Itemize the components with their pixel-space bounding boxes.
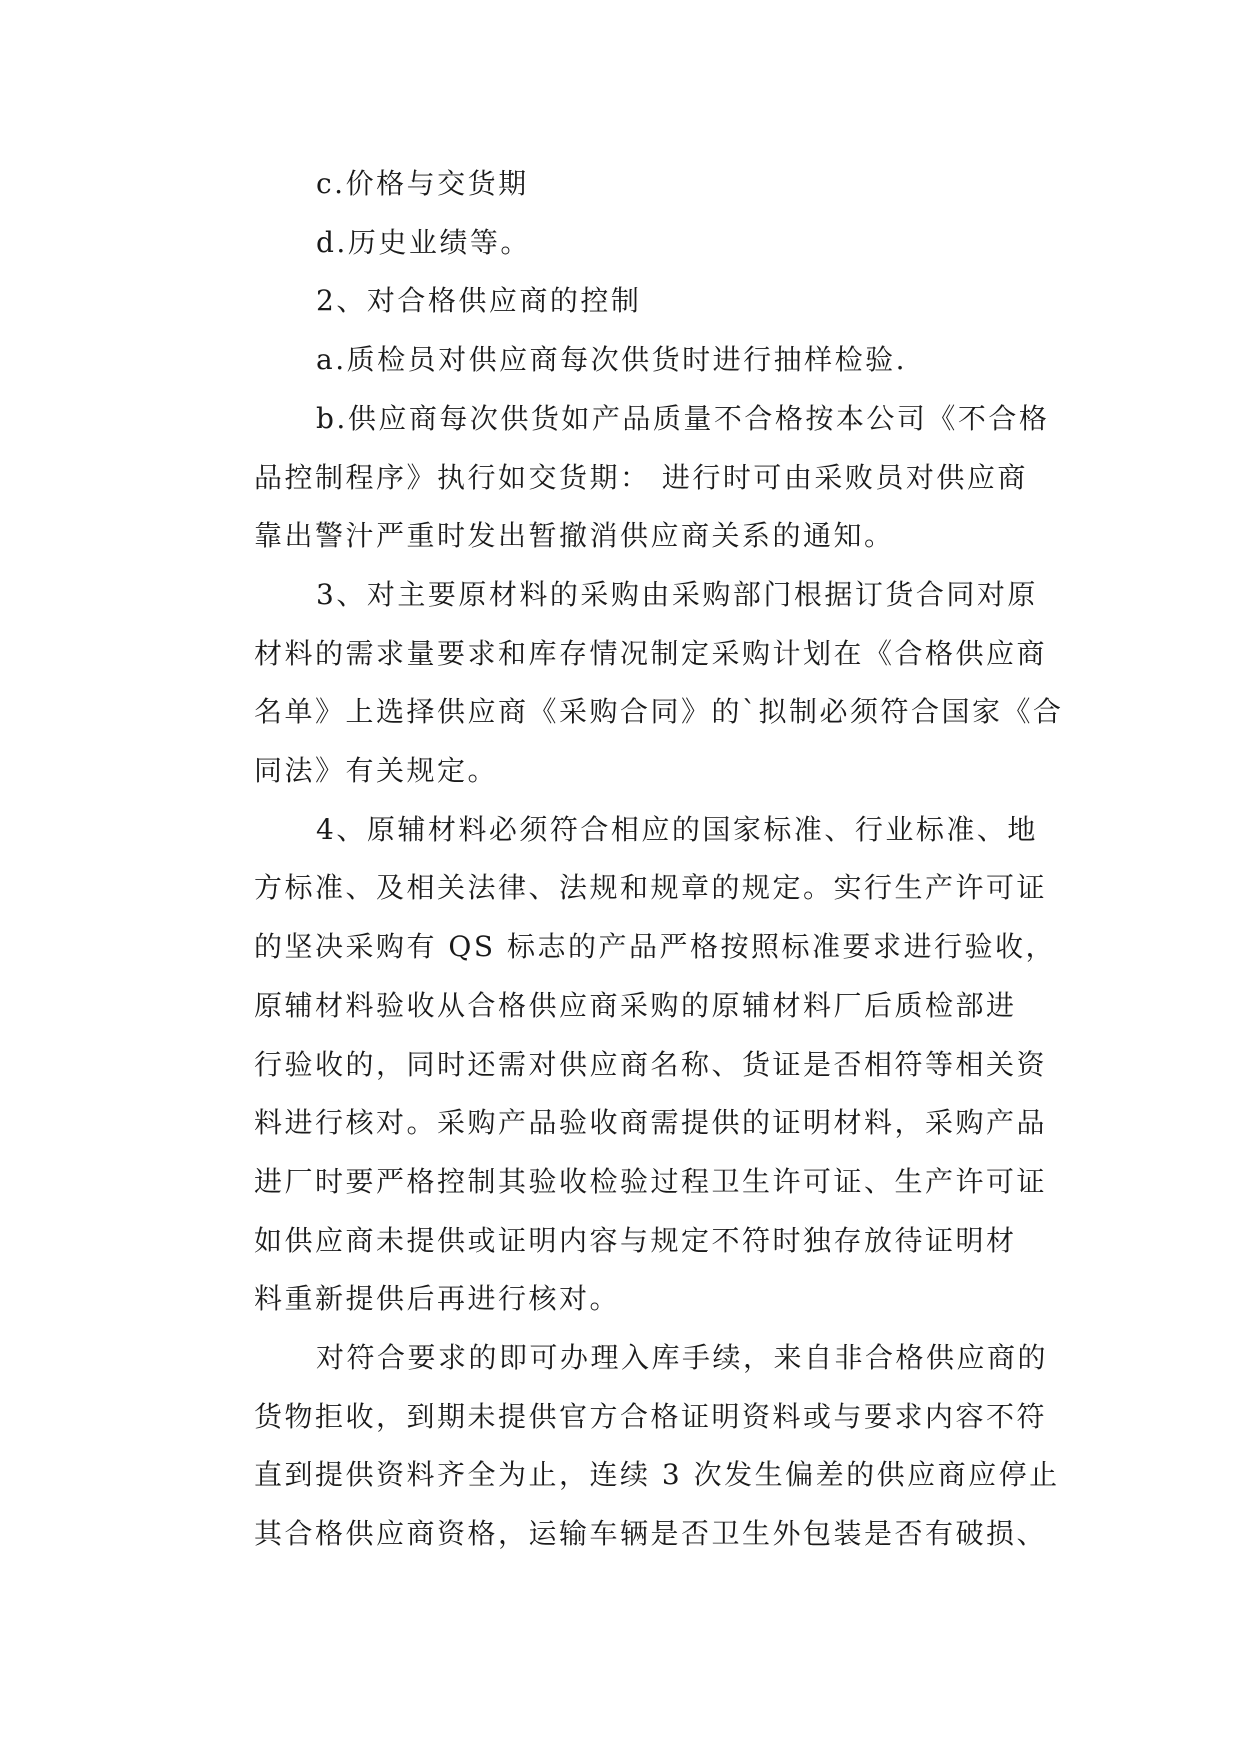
paragraph	[192, 390, 1072, 566]
text-line: 直到提供资料齐全为止，连续 3 次发生偏差的供应商应停止	[254, 1458, 1060, 1492]
text-line: 名单》上选择供应商《采购合同》的`拟制必须符合国家《合	[254, 695, 1064, 729]
paragraph	[192, 566, 1072, 801]
text-line: 料进行核对。采购产品验收商需提供的证明材料，采购产品	[254, 1106, 1048, 1140]
text-line: 其合格供应商资格，运输车辆是否卫生外包装是否有破损、	[254, 1517, 1048, 1551]
paragraph	[192, 331, 1072, 390]
document-body	[192, 155, 1072, 1564]
text-line: c.价格与交货期	[316, 167, 529, 200]
text-line: 同法》有关规定。	[254, 754, 499, 788]
text-line: 原辅材料验收从合格供应商采购的原辅材料厂后质检部进	[254, 988, 1017, 1022]
paragraph	[192, 214, 1072, 273]
text-line: d.历史业绩等。	[316, 225, 531, 259]
paragraph	[192, 1329, 1072, 1564]
text-line: 如供应商未提供或证明内容与规定不符时独存放待证明材	[254, 1223, 1017, 1257]
text-line: 方标准、及相关法律、法规和规章的规定。实行生产许可证	[254, 871, 1048, 905]
text-line: 2、对合格供应商的控制	[316, 284, 642, 318]
text-line: 3、对主要原材料的采购由采购部门根据订货合同对原	[316, 577, 1038, 611]
text-line: 的坚决采购有 QS 标志的产品严格按照标准要求进行验收，	[254, 930, 1056, 964]
text-line: 料重新提供后再进行核对。	[254, 1282, 621, 1316]
text-line: 材料的需求量要求和库存情况制定采购计划在《合格供应商	[254, 636, 1048, 670]
text-line: b.供应商每次供货如产品质量不合格按本公司《不合格	[316, 401, 1050, 435]
paragraph	[192, 801, 1072, 1329]
text-line: a.质检员对供应商每次供货时进行抽样检验.	[316, 343, 907, 377]
text-line: 品控制程序》执行如交货期： 进行时可由采败员对供应商	[254, 460, 1028, 494]
text-line: 货物拒收，到期未提供官方合格证明资料或与要求内容不符	[254, 1399, 1048, 1433]
text-line: 靠出警汁严重时发出暂撤消供应商关系的通知。	[254, 519, 895, 553]
text-line: 进厂时要严格控制其验收检验过程卫生许可证、生产许可证	[254, 1164, 1048, 1198]
text-line: 行验收的，同时还需对供应商名称、货证是否相符等相关资	[254, 1047, 1048, 1081]
paragraph	[192, 272, 1072, 331]
text-line: 4、原辅材料必须符合相应的国家标准、行业标准、地	[316, 812, 1038, 846]
paragraph	[192, 155, 1072, 214]
text-line: 对符合要求的即可办理入库手续，来自非合格供应商的	[316, 1341, 1049, 1375]
